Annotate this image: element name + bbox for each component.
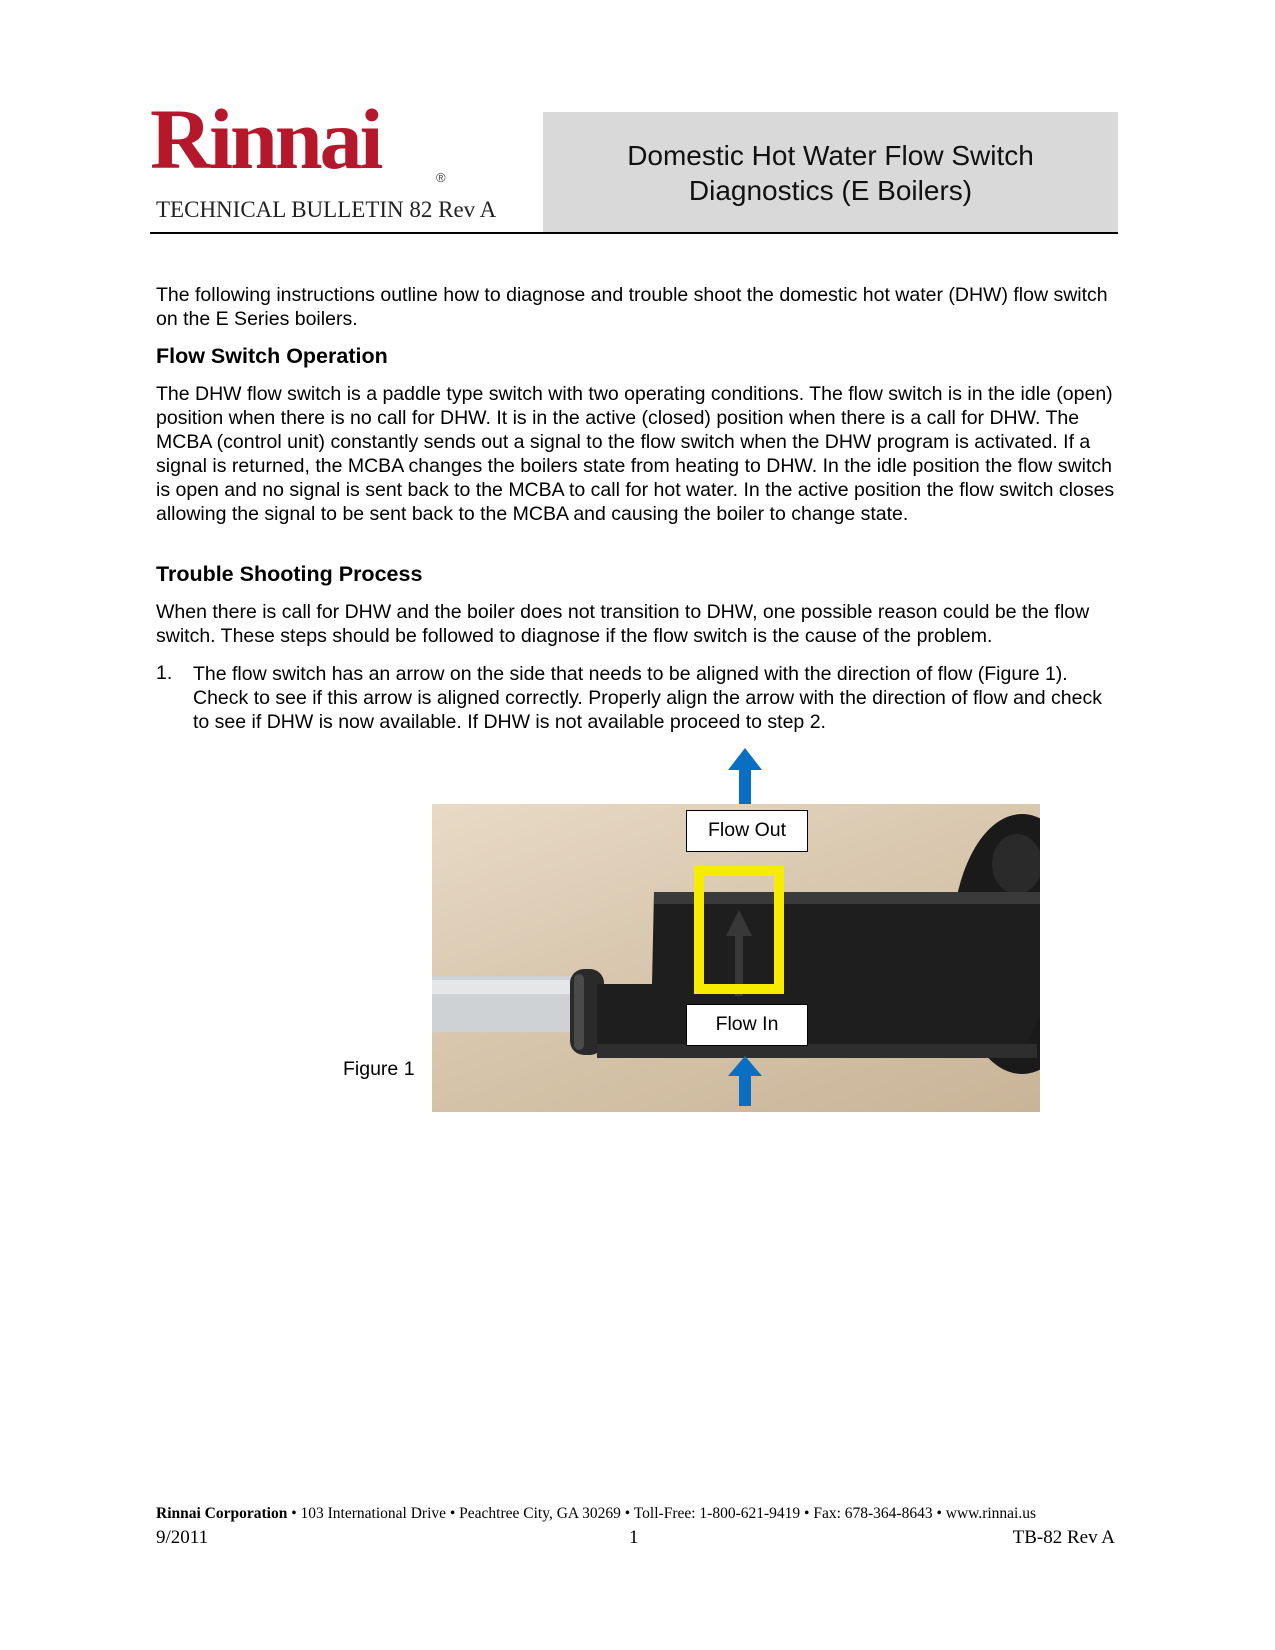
flow-in-arrow-icon (728, 1056, 762, 1106)
flow-in-callout: Flow In (686, 1004, 808, 1046)
intro-paragraph: The following instructions outline how to diagnose and trouble shoot the domestic hot water (DHW) flow switch on the E Series boilers. (156, 284, 1108, 330)
flow-out-arrow-icon (728, 748, 762, 806)
rinnai-logo (150, 91, 450, 188)
operation-paragraph: The DHW flow switch is a paddle type switch with two operating conditions. The flow switch is in the idle (open) position when there is no call for DHW. It is in the active (closed) position when there is a call for DHW. The MCBA (control unit) constantly sends out a signal to the flow switch when the DHW program is activated. If a signal is returned, the MCBA changes the boilers state from heating to DHW. In the idle position the flow switch is open and no signal is sent back to the MCBA to call for hot water. In the active position the flow switch closes allowing the signal to be sent back to the MCBA and causing the boiler to change state. (156, 383, 1115, 525)
registered-mark: ® (436, 170, 446, 185)
title-line-2: Diagnostics (E Boilers) (688, 175, 973, 206)
flow-out-callout: Flow Out (686, 810, 808, 852)
header-rule (150, 232, 1118, 234)
title-line-1: Domestic Hot Water Flow Switch (627, 140, 1034, 171)
title-box (543, 112, 1118, 233)
trouble-shooting-paragraph: When there is call for DHW and the boiler does not transition to DHW, one possible reason could be the flow switch. These steps should be followed to diagnose if the flow switch is the cause of the problem. (156, 601, 1090, 647)
footer-page-number: 1 (629, 1527, 639, 1548)
footer-doc-id: TB-82 Rev A (1012, 1527, 1115, 1548)
step-1-number: 1. (156, 662, 173, 684)
heading-trouble-shooting: Trouble Shooting Process (156, 562, 423, 586)
heading-flow-switch-operation: Flow Switch Operation (156, 344, 388, 368)
logo-wordmark: Rinnai (150, 91, 381, 187)
footer-date: 9/2011 (156, 1527, 209, 1548)
step-1-text: The flow switch has an arrow on the side that needs to be aligned with the direction of flow (Figure 1). Check to see if this arrow is aligned correctly. Properly align the arrow with the direction of flow and check to see if DHW is now available. If DHW is not available proceed to step 2. (193, 663, 1102, 733)
bulletin-number: TECHNICAL BULLETIN 82 Rev A (156, 197, 497, 222)
footer-contact: • 103 International Drive • Peachtree City, GA 30269 • Toll-Free: 1-800-621-9419 • Fax: 678-364-8643 • www.rinnai.us (287, 1505, 1037, 1522)
footer-contact-line (156, 1505, 1036, 1523)
footer-company: Rinnai Corporation (156, 1505, 288, 1522)
figure-label: Figure 1 (343, 1058, 415, 1080)
